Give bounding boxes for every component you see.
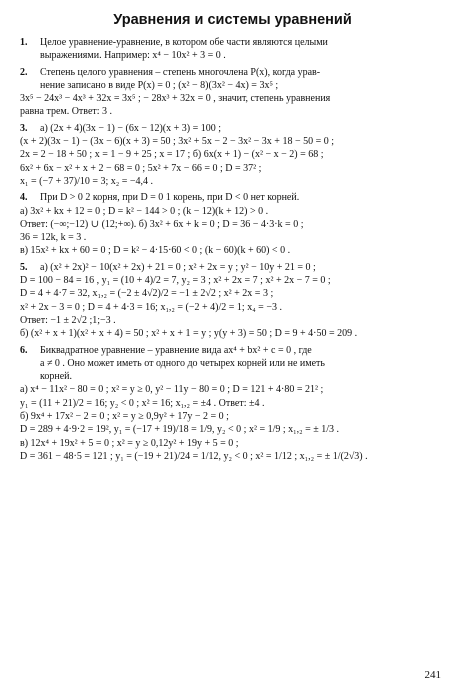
line-text: в) 15x² + kx + 60 = 0 ; D = k² − 4·15·60 < 0 ; (k − 60)(k + 60) < 0 .	[20, 245, 291, 257]
text-line	[20, 383, 445, 396]
text-line	[20, 357, 445, 370]
line-text: (x + 2)(3x − 1) − (3x − 6)(x + 3) = 50 ; 3x² + 5x − 2 − 3x² − 3x + 18 − 50 = 0 ;	[20, 136, 335, 148]
line-text: нение записано в виде P(x) = 0 ; (x² − 8)(3x² − 4x) = 3x⁵ ;	[40, 79, 279, 91]
text-line	[20, 274, 445, 287]
text-line	[20, 66, 445, 79]
line-text: Степень целого уравнения – степень многочлена P(x), когда урав-	[40, 66, 321, 78]
line-text: 2x = 2 − 18 + 50 ; x = 1 − 9 + 25 ; x = 17 ; б) 6x(x + 1) − (x² − x − 2) = 68 ;	[20, 149, 324, 161]
line-text: равна трем. Ответ: 3 .	[20, 106, 113, 118]
line-text: выражениями. Например: x⁴ − 10x² + 3 = 0 .	[40, 50, 226, 62]
text-line	[20, 327, 445, 340]
line-text: D = 289 + 4·9·2 = 19², y₁ = (−17 + 19)/18 = 1/9, y₂ < 0 ; x² = 1/9 ; x₁,₂ = ± 1/3 .	[20, 424, 340, 436]
item-number: 6.	[20, 344, 28, 356]
line-text: x₁ = (−7 + 37)/10 = 3; x₂ = −4,4 .	[20, 175, 154, 187]
line-text: При D > 0 2 корня, при D = 0 1 корень, при D < 0 нет корней.	[40, 192, 300, 204]
text-line	[20, 218, 445, 231]
line-text: 3x⁵ − 24x³ − 4x³ + 32x = 3x⁵ ; − 28x³ + 32x = 0 , значит, степень уравнения	[20, 93, 331, 105]
text-line	[20, 122, 445, 135]
text-line	[20, 79, 445, 92]
text-line	[20, 135, 445, 148]
line-text: в) 12x⁴ + 19x² + 5 = 0 ; x² = y ≥ 0,12y² + 19y + 5 = 0 ;	[20, 437, 239, 449]
text-line	[20, 397, 445, 410]
text-line	[20, 92, 445, 105]
line-text: y₁ = (11 + 21)/2 = 16; y₂ < 0 ; x² = 16; x₁,₂ = ±4 . Ответ: ±4 .	[20, 397, 265, 409]
text-line	[20, 437, 445, 450]
text-line	[20, 261, 445, 274]
text-line	[20, 301, 445, 314]
line-text: Целое уравнение-уравнение, в котором обе части являются целыми	[40, 37, 328, 48]
text-line	[20, 36, 445, 49]
text-line	[20, 148, 445, 161]
page-title: Уравнения и системы уравнений	[113, 12, 352, 28]
document-body	[20, 36, 445, 463]
text-line	[20, 205, 445, 218]
text-line	[20, 231, 445, 244]
text-line	[20, 450, 445, 463]
line-text: Ответ: −1 ± 2√2 ;1;−3 .	[20, 314, 116, 326]
line-text: Биквадратное уравнение – уравнение вида ax⁴ + bx² + c = 0 , где	[40, 344, 312, 356]
line-text: D = 100 − 84 = 16 , y₁ = (10 + 4)/2 = 7, y₂ = 3 ; x² + 2x = 7 ; x² + 2x − 7 = 0 ;	[20, 275, 331, 287]
line-text: Ответ: (−∞;−12) ∪ (12;+∞). б) 3x² + 6x + k = 0 ; D = 36 − 4·3·k = 0 ;	[20, 218, 304, 230]
line-text: б) 9x⁴ + 17x² − 2 = 0 ; x² = y ≥ 0,9y² + 17y − 2 = 0 ;	[20, 411, 229, 423]
text-line	[20, 410, 445, 423]
line-text: D = 361 − 48·5 = 121 ; y₁ = (−19 + 21)/24 = 1/12, y₂ < 0 ; x² = 1/12 ; x₁,₂ = ± 1/(2√3) .	[20, 450, 368, 462]
text-line	[20, 191, 445, 204]
text-line	[20, 423, 445, 436]
line-text: a ≠ 0 . Оно может иметь от одного до четырех корней или не иметь	[40, 357, 325, 369]
text-line	[20, 105, 445, 118]
text-line	[20, 244, 445, 257]
item-number: 3.	[20, 122, 28, 134]
line-text: а) (2x + 4)(3x − 1) − (6x − 12)(x + 3) = 100 ;	[40, 122, 222, 134]
line-text: а) 3x² + kx + 12 = 0 ; D = k² − 144 > 0 ; (k − 12)(k + 12) > 0 .	[20, 205, 269, 217]
line-text: а) x⁴ − 11x² − 80 = 0 ; x² = y ≥ 0, y² − 11y − 80 = 0 ; D = 121 + 4·80 = 21² ;	[20, 384, 324, 396]
text-line	[20, 162, 445, 175]
line-text: 36 = 12k, k = 3 .	[20, 232, 87, 244]
text-line	[20, 175, 445, 188]
item-number: 1.	[20, 37, 28, 48]
item-number: 4.	[20, 192, 28, 204]
text-line	[20, 344, 445, 357]
line-text: D = 4 + 4·7 = 32, x₁,₂ = (−2 ± 4√2)/2 = −1 ± 2√2 ; x² + 2x = 3 ;	[20, 288, 274, 300]
text-line	[20, 314, 445, 327]
item-number: 2.	[20, 66, 28, 78]
line-text: б) (x² + x + 1)(x² + x + 4) = 50 ; x² + x + 1 = y ; y(y + 3) = 50 ; D = 9 + 4·50 = 209 .	[20, 328, 358, 340]
text-line	[20, 370, 445, 383]
text-line	[20, 49, 445, 62]
item-number: 5.	[20, 261, 28, 273]
line-text: x² + 2x − 3 = 0 ; D = 4 + 4·3 = 16; x₁,₂ = (−2 + 4)/2 = 1; x₄ = −3 .	[20, 301, 282, 313]
page-number: 241	[424, 669, 441, 681]
text-line	[20, 287, 445, 300]
line-text: а) (x² + 2x)² − 10(x² + 2x) + 21 = 0 ; x² + 2x = y ; y² − 10y + 21 = 0 ;	[40, 261, 316, 273]
line-text: корней.	[40, 371, 72, 383]
line-text: 6x² + 6x − x² + x + 2 − 68 = 0 ; 5x² + 7x − 66 = 0 ; D = 37² ;	[20, 162, 262, 174]
